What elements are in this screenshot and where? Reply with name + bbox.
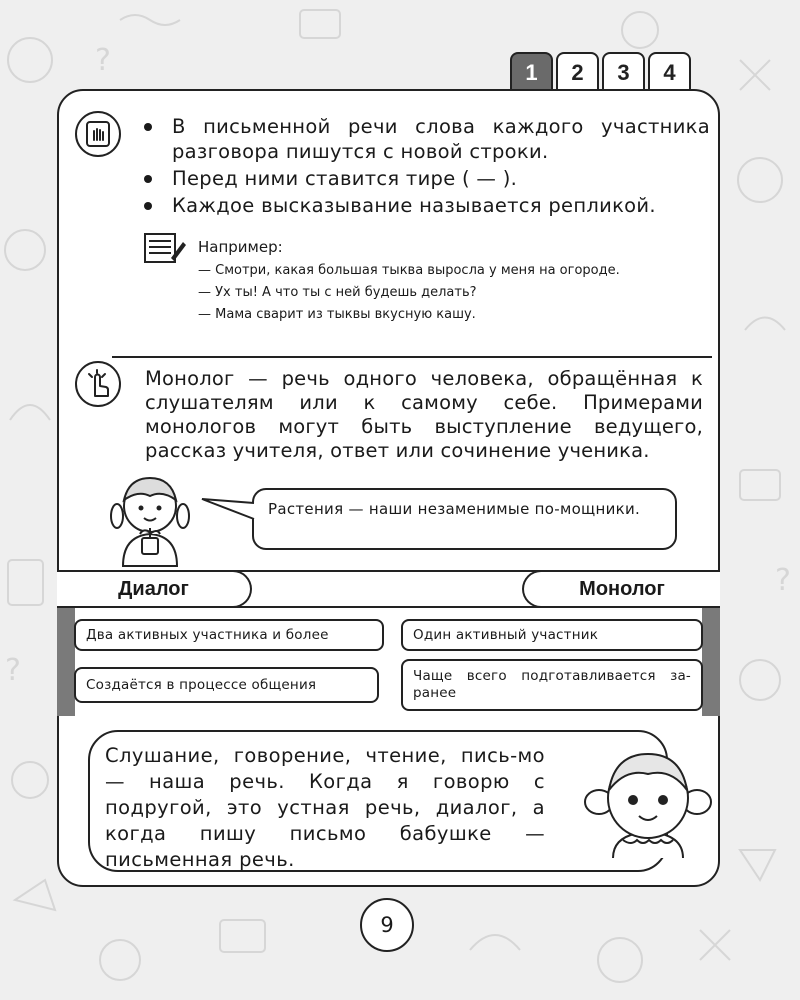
speech-bubble: Растения — наши незаменимые по-мощники. [252,488,677,550]
svg-text:?: ? [775,563,791,598]
svg-text:?: ? [5,653,21,688]
dialog-point: Создаётся в процессе общения [74,667,379,703]
monolog-point: Один активный участник [401,619,703,651]
hand-icon [75,111,121,157]
dialog-point: Два активных участника и более [74,619,384,651]
rule-item: Каждое высказывание называется репликой. [140,193,710,218]
monolog-point: Чаще всего подготавливается за-ранее [401,659,703,711]
rule-item: В письменной речи слова каждого участника разговора пишутся с новой строки. [140,114,710,164]
rule-item: Перед ними ставится тире ( — ). [140,166,710,191]
section-divider [112,356,712,358]
tab-page-3[interactable]: 3 [602,52,645,92]
tab-page-1[interactable]: 1 [510,52,553,92]
page-number: 9 [360,898,414,952]
right-accent-bar [702,608,720,716]
page-tabs [510,52,694,92]
rules-list [140,114,710,220]
dialog-title: Диалог [57,570,252,608]
speech-bubble-tail [200,495,256,525]
girl-with-plant-illustration [105,468,195,568]
svg-text:?: ? [95,43,111,78]
example-line: — Ух ты! А что ты с ней будешь делать? [198,285,477,300]
example-label: Например: [198,238,283,256]
example-dialogue [198,262,638,328]
tab-page-2[interactable]: 2 [556,52,599,92]
example-line: — Смотри, какая большая тыква выросла у меня на огороде. [198,263,620,278]
left-accent-bar [57,608,75,716]
summary-text: Слушание, говорение, чтение, пись-мо — наша речь. Когда я говорю с подругой, это устная речь, диалог, а когда пишу письмо бабушке — письменная речь. [105,744,545,871]
pointing-finger-icon [75,361,121,407]
monolog-definition: Монолог — речь одного человека, обращённая к слушателям или к самому себе. Примерами монологов могут быть выступление ведущего, рассказ учителя, ответ или сочинение ученика. [145,367,703,462]
monolog-title: Монолог [522,570,720,608]
example-line: — Мама сварит из тыквы вкусную кашу. [198,307,476,322]
tab-page-4[interactable]: 4 [648,52,691,92]
notepad-pencil-icon [143,232,187,266]
smiling-girl-illustration [583,740,713,860]
